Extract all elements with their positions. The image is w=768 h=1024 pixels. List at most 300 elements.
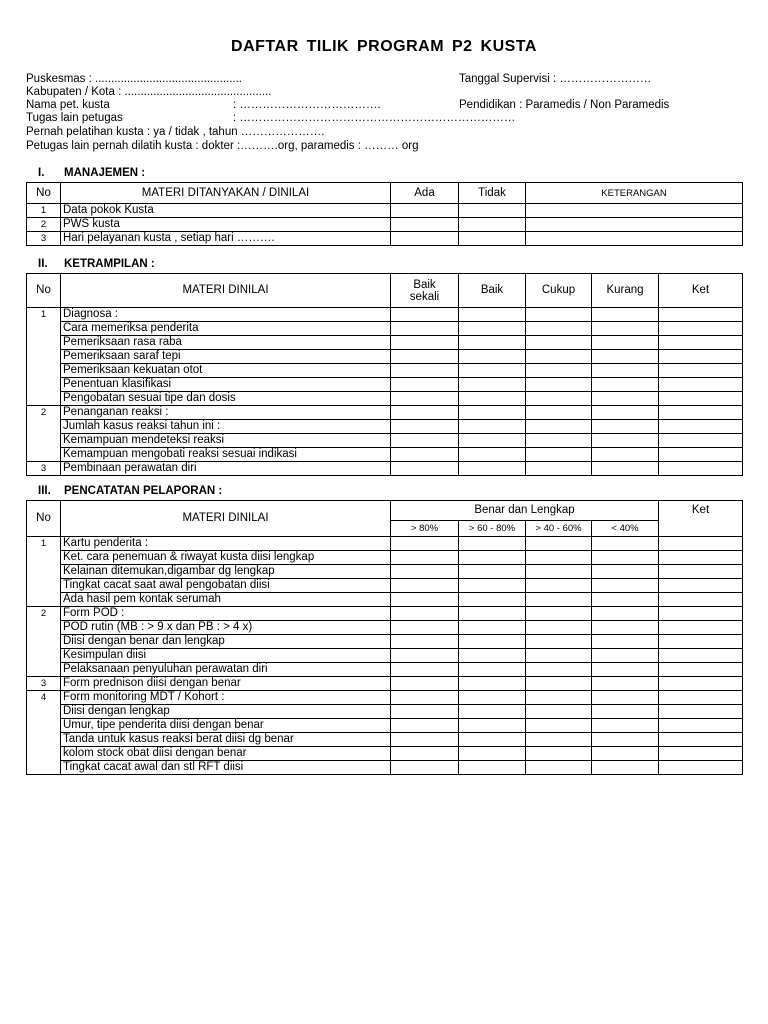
- table-header-row: [27, 183, 743, 204]
- section-number: III.: [38, 485, 51, 497]
- header-no: No: [27, 274, 61, 308]
- row-score-cell[interactable]: [526, 663, 592, 677]
- table-row: [27, 308, 743, 322]
- section-number: I.: [38, 167, 45, 179]
- row-materi-text: Diisi dengan benar dan lengkap: [61, 635, 391, 649]
- row-score-cell[interactable]: [659, 691, 743, 705]
- row-score-cell[interactable]: [391, 747, 459, 761]
- table-row: [27, 733, 743, 747]
- row-number: 1: [27, 204, 61, 218]
- row-score-cell[interactable]: [526, 364, 592, 378]
- row-score-cell[interactable]: [659, 462, 743, 476]
- row-score-cell[interactable]: [526, 308, 592, 322]
- row-score-cell[interactable]: [459, 691, 526, 705]
- row-score-cell[interactable]: [526, 462, 592, 476]
- table-row: [27, 691, 743, 705]
- table-row: [27, 705, 743, 719]
- row-score-cell[interactable]: [459, 719, 526, 733]
- table-row: [27, 747, 743, 761]
- row-score-cell[interactable]: [592, 565, 659, 579]
- row-score-cell[interactable]: [391, 635, 459, 649]
- row-score-cell[interactable]: [592, 537, 659, 551]
- row-score-cell[interactable]: [659, 448, 743, 462]
- row-score-cell[interactable]: [391, 420, 459, 434]
- row-materi-text: Pelaksanaan penyuluhan perawatan diri: [61, 663, 391, 677]
- row-score-cell[interactable]: [391, 462, 459, 476]
- row-materi-text: Diagnosa :: [61, 308, 391, 322]
- row-score-cell[interactable]: [459, 579, 526, 593]
- row-materi-text: Kesimpulan diisi: [61, 649, 391, 663]
- tanggal-supervisi-field: Tanggal Supervisi : ……………………: [459, 73, 652, 85]
- row-materi-text: Penanganan reaksi :: [61, 406, 391, 420]
- row-score-cell[interactable]: [659, 635, 743, 649]
- row-materi-text: POD rutin (MB : > 9 x dan PB : > 4 x): [61, 621, 391, 635]
- header-materi: MATERI DINILAI: [61, 501, 391, 537]
- row-number: [27, 336, 61, 350]
- row-materi-text: Form monitoring MDT / Kohort :: [61, 691, 391, 705]
- row-score-cell[interactable]: [592, 719, 659, 733]
- table-row: [27, 462, 743, 476]
- row-number: [27, 565, 61, 579]
- row-materi-text: Kelainan ditemukan,digambar dg lengkap: [61, 565, 391, 579]
- row-score-cell[interactable]: [526, 218, 743, 232]
- table-row: [27, 565, 743, 579]
- table-row: [27, 761, 743, 775]
- row-score-cell[interactable]: [659, 336, 743, 350]
- row-materi-text: Tingkat cacat awal dan stl RFT diisi: [61, 761, 391, 775]
- row-score-cell[interactable]: [592, 607, 659, 621]
- row-materi-text: Data pokok Kusta: [61, 204, 391, 218]
- table-row: [27, 406, 743, 420]
- row-score-cell[interactable]: [391, 406, 459, 420]
- row-score-cell[interactable]: [459, 733, 526, 747]
- row-score-cell[interactable]: [391, 448, 459, 462]
- header-kurang: Kurang: [592, 274, 659, 308]
- row-number: [27, 621, 61, 635]
- table-row: [27, 607, 743, 621]
- ketrampilan-rows: [27, 308, 743, 476]
- row-score-cell[interactable]: [592, 649, 659, 663]
- table-row: [27, 635, 743, 649]
- header-cukup: Cukup: [526, 274, 592, 308]
- row-number: 1: [27, 308, 61, 322]
- row-score-cell[interactable]: [391, 579, 459, 593]
- row-score-cell[interactable]: [526, 607, 592, 621]
- row-score-cell[interactable]: [659, 322, 743, 336]
- section-title: MANAJEMEN :: [64, 167, 146, 179]
- section-manajemen-heading: [38, 167, 145, 179]
- row-score-cell[interactable]: [391, 322, 459, 336]
- row-score-cell[interactable]: [459, 705, 526, 719]
- row-number: 3: [27, 232, 61, 246]
- header-pct-40-60: > 40 - 60%: [526, 521, 592, 537]
- row-score-cell[interactable]: [659, 551, 743, 565]
- row-score-cell[interactable]: [526, 705, 592, 719]
- row-score-cell[interactable]: [459, 635, 526, 649]
- table-row: [27, 448, 743, 462]
- row-score-cell[interactable]: [592, 635, 659, 649]
- row-materi-text: Umur, tipe penderita diisi dengan benar: [61, 719, 391, 733]
- row-score-cell[interactable]: [659, 747, 743, 761]
- row-materi-text: Pembinaan perawatan diri: [61, 462, 391, 476]
- table-row: [27, 551, 743, 565]
- table-row: [27, 336, 743, 350]
- row-score-cell[interactable]: [659, 378, 743, 392]
- header-keterangan: KETERANGAN: [526, 183, 743, 204]
- header-ket: Ket: [659, 274, 743, 308]
- row-score-cell[interactable]: [391, 677, 459, 691]
- table-row: [27, 364, 743, 378]
- row-materi-text: Hari pelayanan kusta , setiap hari ……….: [61, 232, 391, 246]
- row-number: 3: [27, 677, 61, 691]
- row-score-cell[interactable]: [659, 607, 743, 621]
- row-score-cell[interactable]: [659, 579, 743, 593]
- row-number: [27, 649, 61, 663]
- row-score-cell[interactable]: [659, 593, 743, 607]
- kabupaten-field: Kabupaten / Kota : ..............................................: [26, 86, 272, 98]
- row-score-cell[interactable]: [592, 406, 659, 420]
- section-number: II.: [38, 258, 48, 270]
- row-score-cell[interactable]: [391, 537, 459, 551]
- row-score-cell[interactable]: [592, 308, 659, 322]
- row-score-cell[interactable]: [592, 691, 659, 705]
- row-score-cell[interactable]: [459, 308, 526, 322]
- header-materi: MATERI DITANYAKAN / DINILAI: [61, 183, 391, 204]
- section-title: KETRAMPILAN :: [64, 258, 155, 270]
- row-score-cell[interactable]: [459, 537, 526, 551]
- row-score-cell[interactable]: [391, 733, 459, 747]
- row-score-cell[interactable]: [526, 537, 592, 551]
- pencatatan-table: [26, 500, 743, 775]
- row-score-cell[interactable]: [459, 621, 526, 635]
- row-score-cell[interactable]: [592, 579, 659, 593]
- row-score-cell[interactable]: [459, 392, 526, 406]
- puskesmas-field: Puskesmas : ..............................................: [26, 73, 242, 85]
- header-pct-80: > 80%: [391, 521, 459, 537]
- header-baik: Baik: [459, 274, 526, 308]
- row-score-cell[interactable]: [526, 747, 592, 761]
- row-materi-text: Form prednison diisi dengan benar: [61, 677, 391, 691]
- row-score-cell[interactable]: [526, 719, 592, 733]
- header-baik-sekali: [391, 274, 459, 308]
- header-benar-lengkap: Benar dan Lengkap: [391, 501, 659, 521]
- row-score-cell[interactable]: [391, 621, 459, 635]
- row-score-cell[interactable]: [659, 565, 743, 579]
- row-score-cell[interactable]: [391, 392, 459, 406]
- row-score-cell[interactable]: [526, 350, 592, 364]
- row-score-cell[interactable]: [659, 663, 743, 677]
- row-number: [27, 551, 61, 565]
- header-pct-40: < 40%: [592, 521, 659, 537]
- row-score-cell[interactable]: [391, 649, 459, 663]
- row-number: [27, 635, 61, 649]
- tugas-lain-label: Tugas lain petugas: [26, 112, 123, 124]
- row-score-cell[interactable]: [391, 378, 459, 392]
- row-score-cell[interactable]: [592, 336, 659, 350]
- table-row: [27, 537, 743, 551]
- row-score-cell[interactable]: [526, 761, 592, 775]
- row-score-cell[interactable]: [592, 747, 659, 761]
- row-number: [27, 593, 61, 607]
- pendidikan-field: Pendidikan : Paramedis / Non Paramedis: [459, 99, 670, 111]
- row-score-cell[interactable]: [459, 747, 526, 761]
- row-score-cell[interactable]: [391, 364, 459, 378]
- row-score-cell[interactable]: [526, 378, 592, 392]
- row-score-cell[interactable]: [459, 420, 526, 434]
- row-score-cell[interactable]: [659, 761, 743, 775]
- row-score-cell[interactable]: [391, 218, 459, 232]
- row-materi-text: PWS kusta: [61, 218, 391, 232]
- header-ket-empty: [659, 521, 743, 537]
- row-score-cell[interactable]: [459, 204, 526, 218]
- row-materi-text: Form POD :: [61, 607, 391, 621]
- table-row: [27, 649, 743, 663]
- row-score-cell[interactable]: [526, 621, 592, 635]
- row-score-cell[interactable]: [526, 336, 592, 350]
- row-score-cell[interactable]: [526, 322, 592, 336]
- petugas-lain-field: Petugas lain pernah dilatih kusta : dokter :……….org, paramedis : ……… org: [26, 140, 419, 152]
- header-ada: Ada: [391, 183, 459, 204]
- pencatatan-rows: [27, 537, 743, 775]
- table-row: [27, 663, 743, 677]
- table-row: [27, 579, 743, 593]
- row-score-cell[interactable]: [526, 434, 592, 448]
- header-no: No: [27, 501, 61, 537]
- row-materi-text: Kemampuan mendeteksi reaksi: [61, 434, 391, 448]
- ketrampilan-table: [26, 273, 743, 476]
- row-score-cell[interactable]: [391, 336, 459, 350]
- row-score-cell[interactable]: [459, 565, 526, 579]
- row-score-cell[interactable]: [659, 537, 743, 551]
- row-score-cell[interactable]: [659, 705, 743, 719]
- row-score-cell[interactable]: [391, 719, 459, 733]
- row-score-cell[interactable]: [391, 607, 459, 621]
- row-score-cell[interactable]: [592, 350, 659, 364]
- row-number: [27, 364, 61, 378]
- row-number: [27, 434, 61, 448]
- row-score-cell[interactable]: [659, 392, 743, 406]
- row-score-cell[interactable]: [391, 593, 459, 607]
- row-score-cell[interactable]: [659, 621, 743, 635]
- table-row: [27, 719, 743, 733]
- table-row: [27, 322, 743, 336]
- row-score-cell[interactable]: [391, 705, 459, 719]
- row-score-cell[interactable]: [592, 420, 659, 434]
- section-pencatatan-heading: [38, 485, 222, 497]
- row-score-cell[interactable]: [526, 733, 592, 747]
- row-score-cell[interactable]: [459, 663, 526, 677]
- header-no: No: [27, 183, 61, 204]
- row-score-cell[interactable]: [459, 232, 526, 246]
- row-materi-text: Pemeriksaan saraf tepi: [61, 350, 391, 364]
- pelatihan-field: Pernah pelatihan kusta : ya / tidak , tahun ………………….: [26, 126, 325, 138]
- row-materi-text: Pengobatan sesuai tipe dan dosis: [61, 392, 391, 406]
- row-score-cell[interactable]: [459, 336, 526, 350]
- row-number: [27, 761, 61, 775]
- table-row: [27, 392, 743, 406]
- row-score-cell[interactable]: [526, 204, 743, 218]
- row-score-cell[interactable]: [592, 677, 659, 691]
- nama-petugas-value: : ……………………………….: [233, 99, 381, 111]
- row-score-cell[interactable]: [459, 350, 526, 364]
- row-number: 2: [27, 406, 61, 420]
- table-row: [27, 232, 743, 246]
- row-number: [27, 322, 61, 336]
- row-materi-text: Tingkat cacat saat awal pengobatan diisi: [61, 579, 391, 593]
- row-score-cell[interactable]: [459, 551, 526, 565]
- table-header-row: [27, 501, 743, 521]
- row-score-cell[interactable]: [459, 378, 526, 392]
- table-row: [27, 218, 743, 232]
- row-score-cell[interactable]: [659, 364, 743, 378]
- row-number: [27, 448, 61, 462]
- row-score-cell[interactable]: [391, 761, 459, 775]
- row-score-cell[interactable]: [526, 691, 592, 705]
- header-baik-sekali-line1: Baik: [413, 278, 436, 291]
- table-row: [27, 420, 743, 434]
- row-materi-text: Ada hasil pem kontak serumah: [61, 593, 391, 607]
- row-score-cell[interactable]: [592, 593, 659, 607]
- row-materi-text: Tanda untuk kasus reaksi berat diisi dg benar: [61, 733, 391, 747]
- row-materi-text: Kemampuan mengobati reaksi sesuai indikasi: [61, 448, 391, 462]
- row-materi-text: Diisi dengan lengkap: [61, 705, 391, 719]
- row-score-cell[interactable]: [659, 420, 743, 434]
- row-score-cell[interactable]: [592, 621, 659, 635]
- tugas-lain-value: : ………………………………………………………………: [233, 112, 516, 124]
- row-materi-text: Ket. cara penemuan & riwayat kusta diisi lengkap: [61, 551, 391, 565]
- row-score-cell[interactable]: [526, 448, 592, 462]
- row-materi-text: Pemeriksaan rasa raba: [61, 336, 391, 350]
- row-score-cell[interactable]: [526, 551, 592, 565]
- section-ketrampilan-heading: [38, 258, 155, 270]
- row-score-cell[interactable]: [592, 378, 659, 392]
- row-score-cell[interactable]: [526, 232, 743, 246]
- row-score-cell[interactable]: [592, 551, 659, 565]
- row-score-cell[interactable]: [391, 308, 459, 322]
- row-score-cell[interactable]: [459, 406, 526, 420]
- row-number: 4: [27, 691, 61, 705]
- row-score-cell[interactable]: [526, 649, 592, 663]
- row-score-cell[interactable]: [391, 204, 459, 218]
- row-score-cell[interactable]: [659, 733, 743, 747]
- row-score-cell[interactable]: [459, 218, 526, 232]
- header-tidak: Tidak: [459, 183, 526, 204]
- table-row: [27, 434, 743, 448]
- row-number: 3: [27, 462, 61, 476]
- row-number: 2: [27, 218, 61, 232]
- header-baik-sekali-line2: sekali: [409, 290, 440, 303]
- row-score-cell[interactable]: [526, 565, 592, 579]
- nama-petugas-label: Nama pet. kusta: [26, 99, 110, 111]
- row-score-cell[interactable]: [592, 322, 659, 336]
- row-number: [27, 733, 61, 747]
- row-materi-text: kolom stock obat diisi dengan benar: [61, 747, 391, 761]
- row-score-cell[interactable]: [526, 579, 592, 593]
- row-score-cell[interactable]: [526, 420, 592, 434]
- row-score-cell[interactable]: [391, 551, 459, 565]
- row-number: [27, 705, 61, 719]
- header-materi: MATERI DINILAI: [61, 274, 391, 308]
- header-ket: Ket: [659, 501, 743, 521]
- row-score-cell[interactable]: [459, 462, 526, 476]
- row-score-cell[interactable]: [459, 761, 526, 775]
- row-number: [27, 350, 61, 364]
- row-score-cell[interactable]: [459, 322, 526, 336]
- row-score-cell[interactable]: [459, 593, 526, 607]
- row-score-cell[interactable]: [391, 565, 459, 579]
- row-score-cell[interactable]: [391, 232, 459, 246]
- row-materi-text: Penentuan klasifikasi: [61, 378, 391, 392]
- table-row: [27, 204, 743, 218]
- row-score-cell[interactable]: [659, 719, 743, 733]
- table-row: [27, 677, 743, 691]
- row-score-cell[interactable]: [391, 434, 459, 448]
- row-materi-text: Cara memeriksa penderita: [61, 322, 391, 336]
- manajemen-rows: [27, 204, 743, 246]
- row-score-cell[interactable]: [659, 649, 743, 663]
- manajemen-table: [26, 182, 743, 246]
- table-row: [27, 593, 743, 607]
- row-number: [27, 378, 61, 392]
- row-score-cell[interactable]: [459, 434, 526, 448]
- row-score-cell[interactable]: [391, 663, 459, 677]
- row-score-cell[interactable]: [592, 434, 659, 448]
- page-title: DAFTAR TILIK PROGRAM P2 KUSTA: [231, 38, 537, 55]
- row-score-cell[interactable]: [391, 350, 459, 364]
- table-row: [27, 350, 743, 364]
- row-score-cell[interactable]: [592, 705, 659, 719]
- table-row: [27, 621, 743, 635]
- row-number: 2: [27, 607, 61, 621]
- row-score-cell[interactable]: [592, 733, 659, 747]
- row-number: [27, 663, 61, 677]
- row-score-cell[interactable]: [459, 448, 526, 462]
- row-score-cell[interactable]: [459, 607, 526, 621]
- row-number: [27, 392, 61, 406]
- section-title: PENCATATAN PELAPORAN :: [64, 485, 223, 497]
- row-score-cell[interactable]: [526, 635, 592, 649]
- row-score-cell[interactable]: [592, 448, 659, 462]
- row-score-cell[interactable]: [592, 392, 659, 406]
- row-materi-text: Pemeriksaan kekuatan otot: [61, 364, 391, 378]
- row-score-cell[interactable]: [526, 677, 592, 691]
- row-score-cell[interactable]: [459, 649, 526, 663]
- header-pct-60-80: > 60 - 80%: [459, 521, 526, 537]
- row-score-cell[interactable]: [659, 434, 743, 448]
- row-score-cell[interactable]: [459, 364, 526, 378]
- row-score-cell[interactable]: [526, 406, 592, 420]
- row-number: [27, 747, 61, 761]
- row-score-cell[interactable]: [592, 761, 659, 775]
- row-score-cell[interactable]: [592, 462, 659, 476]
- row-number: [27, 719, 61, 733]
- row-score-cell[interactable]: [592, 663, 659, 677]
- row-score-cell[interactable]: [659, 677, 743, 691]
- row-score-cell[interactable]: [391, 691, 459, 705]
- row-materi-text: Jumlah kasus reaksi tahun ini :: [61, 420, 391, 434]
- row-materi-text: Kartu penderita :: [61, 537, 391, 551]
- row-score-cell[interactable]: [659, 406, 743, 420]
- row-score-cell[interactable]: [592, 364, 659, 378]
- row-score-cell[interactable]: [526, 392, 592, 406]
- row-number: [27, 579, 61, 593]
- row-score-cell[interactable]: [459, 677, 526, 691]
- row-score-cell[interactable]: [659, 308, 743, 322]
- row-number: 1: [27, 537, 61, 551]
- row-number: [27, 420, 61, 434]
- row-score-cell[interactable]: [526, 593, 592, 607]
- row-score-cell[interactable]: [659, 350, 743, 364]
